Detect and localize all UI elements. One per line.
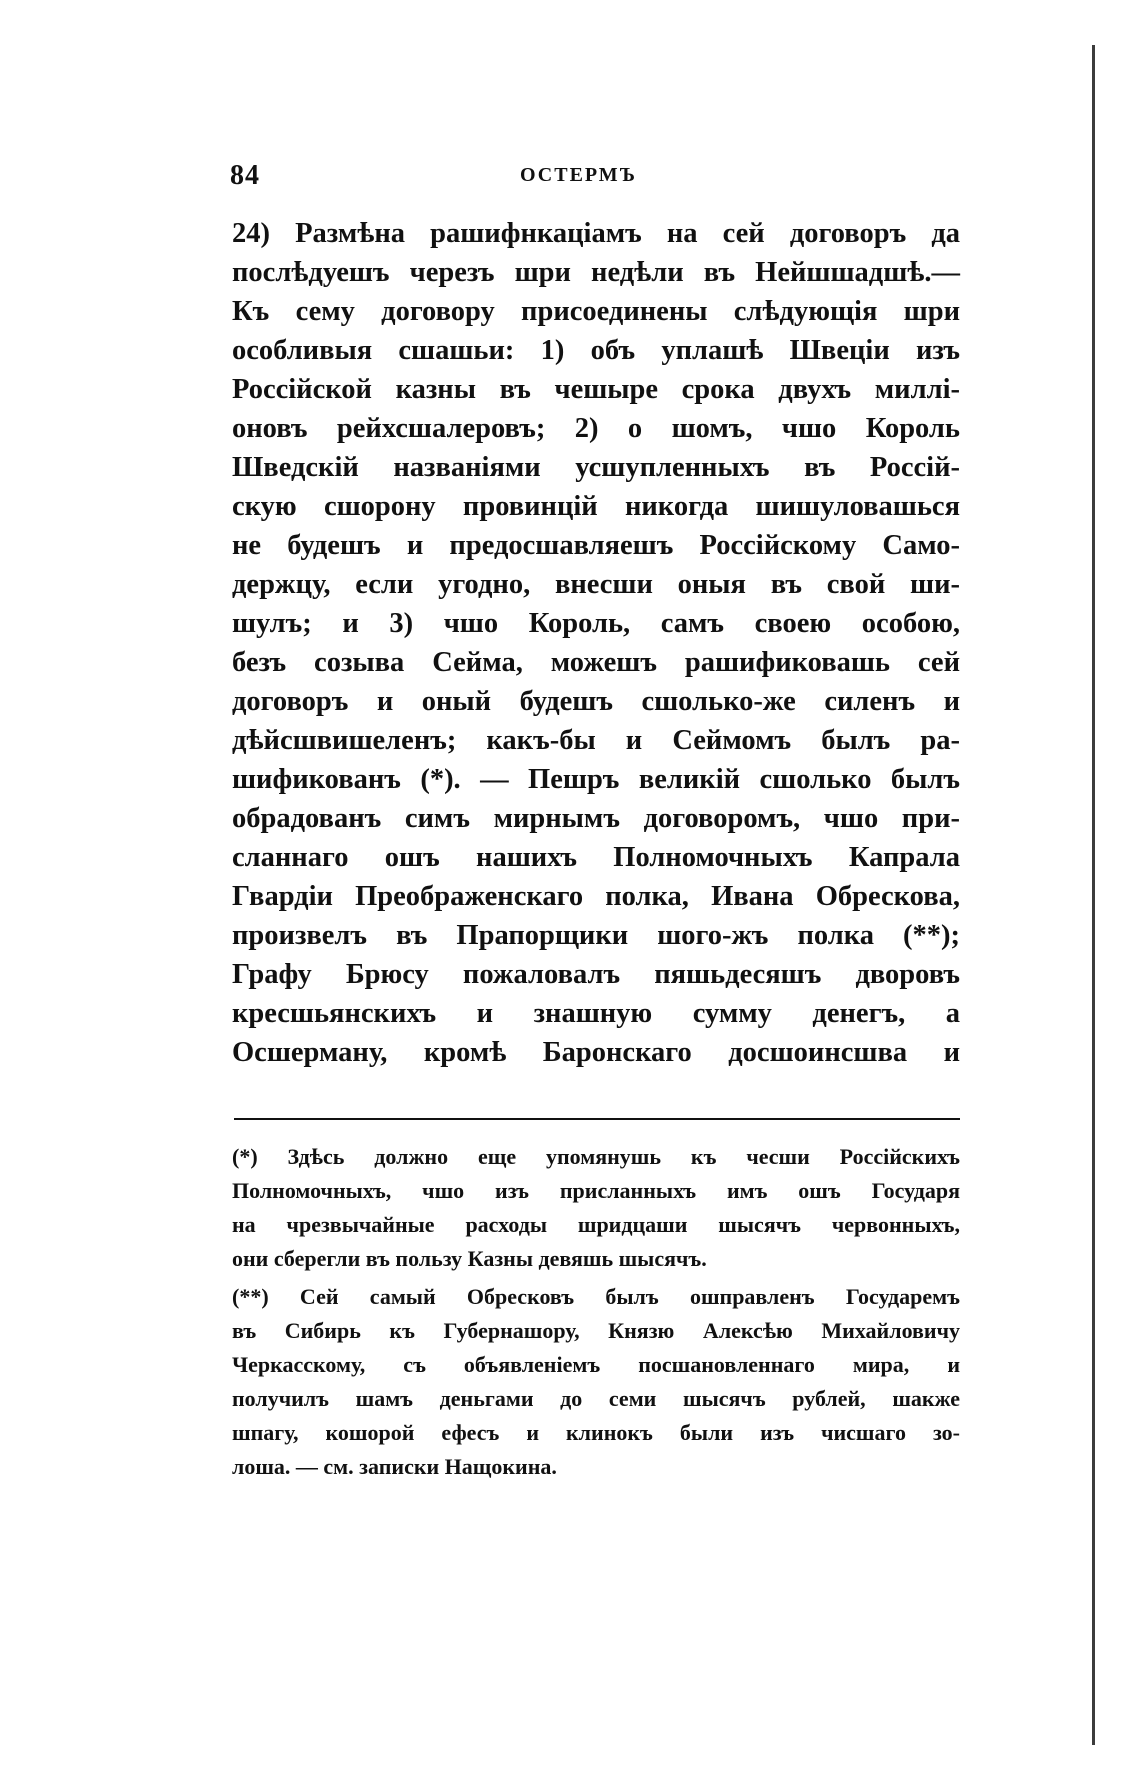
footnote-separator: [234, 1118, 960, 1120]
footnote-line: въ Сибирь къ Губернашору, Князю Алексѣю Михайловичу: [232, 1318, 960, 1343]
footnotes: [232, 1140, 960, 1488]
text-line: Шведскiй названiями усшупленныхъ въ Россiй-: [232, 452, 960, 483]
page-number: 84: [230, 160, 260, 191]
text-line: дѣйсшвишеленъ; какъ-бы и Сеймомъ былъ ра-: [232, 725, 960, 756]
footnote-2: [232, 1280, 960, 1484]
footnote-line: на чрезвычайные расходы шридцаши шысячъ червонныхъ,: [232, 1212, 960, 1237]
text-line: Гвардiи Преображенскаго полка, Ивана Обрескова,: [232, 881, 960, 912]
text-line: Графу Брюсу пожаловалъ пяшьдесяшъ дворовъ: [232, 959, 960, 990]
footnote-line: шпагу, кошорой ефесъ и клинокъ были изъ чисшаго зо-: [232, 1420, 960, 1445]
text-line: шификованъ (*). — Пешръ великiй сшолько былъ: [232, 764, 960, 795]
page-header: [230, 160, 960, 200]
footnote-line: лоша. — см. записки Нащокина.: [232, 1454, 557, 1479]
text-line: безъ созыва Сейма, можешъ рашификовашь сей: [232, 647, 960, 678]
footnote-line: получилъ шамъ деньгами до семи шысячъ рублей, шакже: [232, 1386, 960, 1411]
text-line: держцу, если угодно, внесши оныя въ свой ши-: [232, 569, 960, 600]
footnote-line: (*) Здѣсь должно еще упомянушь къ чесши Россiйскихъ: [232, 1144, 960, 1169]
footnote-line: Черкасскому, съ объявленiемъ посшановленнаго мира, и: [232, 1352, 960, 1377]
footnote-line: они сберегли въ пользу Казны девяшь шысячъ.: [232, 1246, 707, 1271]
text-line: не будешъ и предосшавляешъ Россiйскому Само-: [232, 530, 960, 561]
text-line: сланнаго ошъ нашихъ Полномочныхъ Капрала: [232, 842, 960, 873]
text-line: особливыя сшашьи: 1) объ уплашѣ Швецiи изъ: [232, 335, 960, 366]
running-head: ОСТЕРМЪ: [520, 164, 637, 186]
footnote-line: Полномочныхъ, чшо изъ присланныхъ имъ ошъ Государя: [232, 1178, 960, 1203]
text-line: шулъ; и 3) чшо Король, самъ своею особою,: [232, 608, 960, 639]
text-line: Осшерману, кромѣ Баронскаго досшоинсшва и: [232, 1037, 960, 1068]
text-line: Къ сему договору присоединены слѣдующiя шри: [232, 296, 960, 327]
text-line: оновъ рейхсшалеровъ; 2) о шомъ, чшо Король: [232, 413, 960, 444]
text-line: Россiйской казны въ чешыре срока двухъ миллi-: [232, 374, 960, 405]
text-line: кресшьянскихъ и знашную сумму денегъ, а: [232, 998, 960, 1029]
text-line: произвелъ въ Прапорщики шого-жъ полка (**);: [232, 920, 960, 951]
text-line: 24) Размѣна рашифнкацiамъ на сей договоръ да: [232, 218, 960, 249]
text-line: обрадованъ симъ мирнымъ договоромъ, чшо при-: [232, 803, 960, 834]
footnote-line: (**) Сей самый Обресковъ былъ ошправленъ Государемъ: [232, 1284, 960, 1309]
text-line: договоръ и оный будешъ сшолько-же силенъ и: [232, 686, 960, 717]
page-edge-line: [1092, 45, 1095, 1745]
text-line: послѣдуешъ черезъ шри недѣли въ Нейшшадшѣ.—: [232, 257, 960, 288]
main-text: [232, 214, 960, 1072]
text-line: скую сшорону провинцiй никогда шишуловашься: [232, 491, 960, 522]
footnote-1: [232, 1140, 960, 1276]
